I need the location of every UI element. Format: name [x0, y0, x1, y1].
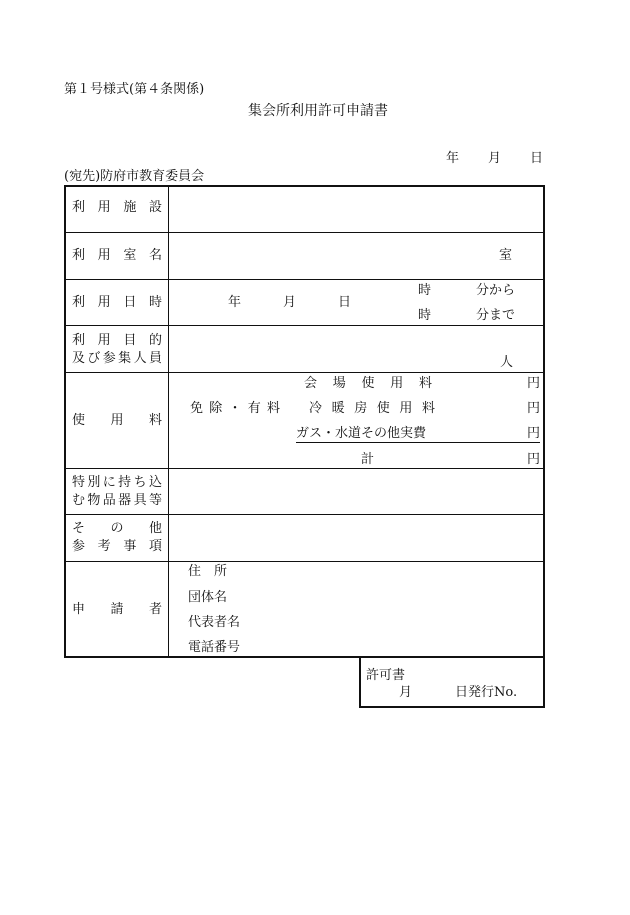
utility-fee-label: ガス・水道その他実費 — [296, 426, 427, 441]
end-hour-label: 時 — [418, 308, 432, 323]
permit-month-label: 月 — [399, 685, 413, 700]
purpose-label-line1 — [72, 334, 162, 347]
permit-box-left — [359, 656, 361, 708]
facility-label-text-char: 設 — [148, 200, 162, 215]
equipment-label-line2-text-char: 具 — [133, 493, 147, 508]
datetime-label — [72, 296, 162, 309]
fee-total-label: 計 — [361, 452, 375, 467]
use-month-label: 月 — [283, 295, 297, 310]
date-month-label: 月 — [488, 151, 502, 166]
fee-exemption-text-char: 免 — [190, 401, 204, 416]
applicant-label — [72, 603, 162, 616]
permit-label: 許可書 — [366, 668, 406, 683]
other-label-line1 — [72, 522, 162, 535]
venue-fee-text-char: 料 — [418, 376, 432, 391]
room-label-text-char: 用 — [97, 248, 111, 263]
row-divider — [64, 232, 545, 233]
room-label-text-char: 名 — [148, 248, 162, 263]
attendees-suffix: 人 — [500, 355, 514, 370]
equipment-label-line1-text-char: に — [102, 475, 116, 490]
page-title: 集会所利用許可申請書 — [248, 103, 388, 119]
row-divider — [64, 279, 545, 280]
other-input[interactable] — [170, 516, 543, 560]
equipment-label-line1-text-char: 特 — [72, 475, 86, 490]
aircon-fee-label — [309, 402, 435, 415]
purpose-label-line2 — [72, 352, 162, 365]
applicant-label-text-char: 者 — [148, 602, 162, 617]
use-day-label: 日 — [338, 295, 352, 310]
facility-input[interactable] — [170, 187, 543, 231]
applicant-group-label: 団体名 — [188, 590, 228, 605]
fee-label-text-char: 用 — [110, 413, 124, 428]
label-column-divider — [168, 185, 169, 658]
aircon-fee-text-char: 料 — [421, 401, 435, 416]
purpose-label-line2-text-char: 人 — [133, 351, 147, 366]
facility-label-text-char: 利 — [72, 200, 86, 215]
row-divider — [64, 468, 545, 469]
purpose-label-line1-text-char: 目 — [123, 333, 137, 348]
equipment-label-line2-text-char: 等 — [148, 493, 162, 508]
purpose-label-line2-text-char: び — [87, 351, 101, 366]
room-label — [72, 249, 162, 262]
fee-exemption-option[interactable] — [190, 402, 280, 415]
purpose-label-line2-text-char: 参 — [102, 351, 116, 366]
other-label-line2 — [72, 540, 162, 553]
row-divider — [64, 514, 545, 515]
utility-fee-unit: 円 — [527, 426, 541, 441]
other-label-line2-text-char: 事 — [123, 539, 137, 554]
fee-exemption-text-char: 有 — [247, 401, 261, 416]
date-year-label: 年 — [446, 151, 460, 166]
start-minute-suffix: 分から — [476, 283, 516, 298]
aircon-fee-text-char: 使 — [376, 401, 390, 416]
aircon-fee-unit: 円 — [527, 401, 541, 416]
other-label-line1-text-char: そ — [72, 521, 86, 536]
datetime-label-text-char: 日 — [123, 295, 137, 310]
fee-exemption-text-char: 料 — [266, 401, 280, 416]
room-input[interactable] — [170, 234, 490, 278]
addressee: (宛先)防府市教育委員会 — [64, 169, 205, 184]
applicant-address-input[interactable] — [250, 562, 540, 586]
room-label-text-char: 利 — [72, 248, 86, 263]
permit-issue-number: 日発行No. — [455, 685, 518, 700]
equipment-label-line2-text-char: 物 — [87, 493, 101, 508]
aircon-fee-text-char: 暖 — [331, 401, 345, 416]
applicant-phone-label: 電話番号 — [188, 640, 241, 655]
equipment-label-line2-text-char: む — [72, 493, 86, 508]
fee-label-text-char: 使 — [72, 413, 86, 428]
datetime-label-text-char: 利 — [72, 295, 86, 310]
purpose-label-line2-text-char: 員 — [148, 351, 162, 366]
facility-label-text-char: 用 — [97, 200, 111, 215]
date-day-label: 日 — [530, 151, 544, 166]
start-hour-label: 時 — [418, 283, 432, 298]
equipment-label-line1 — [72, 476, 162, 489]
other-label-line1-text-char: 他 — [148, 521, 162, 536]
applicant-representative-label: 代表者名 — [188, 615, 241, 630]
room-label-text-char: 室 — [123, 248, 137, 263]
venue-fee-text-char: 使 — [361, 376, 375, 391]
fee-exemption-text-char: 除 — [209, 401, 223, 416]
fee-exemption-text-char: ・ — [228, 401, 242, 416]
purpose-input[interactable] — [170, 327, 490, 371]
other-label-line1-text-char: の — [110, 521, 124, 536]
applicant-label-text-char: 請 — [110, 602, 124, 617]
row-divider — [64, 372, 545, 373]
venue-fee-label — [304, 377, 432, 390]
venue-fee-text-char: 会 — [304, 376, 318, 391]
fee-label-text-char: 料 — [148, 413, 162, 428]
row-divider — [64, 325, 545, 326]
other-label-line2-text-char: 項 — [148, 539, 162, 554]
form-number: 第１号様式(第４条関係) — [64, 82, 205, 97]
venue-fee-text-char: 用 — [390, 376, 404, 391]
fee-total-unit: 円 — [527, 452, 541, 467]
aircon-fee-text-char: 用 — [399, 401, 413, 416]
applicant-representative-input[interactable] — [250, 612, 540, 636]
fee-label — [72, 414, 162, 427]
equipment-label-line1-text-char: 別 — [87, 475, 101, 490]
equipment-label-line1-text-char: 持 — [118, 475, 132, 490]
facility-label-text-char: 施 — [123, 200, 137, 215]
purpose-label-line1-text-char: 用 — [97, 333, 111, 348]
equipment-label-line1-text-char: 込 — [148, 475, 162, 490]
aircon-fee-text-char: 房 — [354, 401, 368, 416]
applicant-group-input[interactable] — [250, 587, 540, 611]
purpose-label-line1-text-char: 的 — [148, 333, 162, 348]
applicant-phone-input[interactable] — [250, 637, 540, 657]
datetime-label-text-char: 用 — [97, 295, 111, 310]
equipment-label-line2-text-char: 品 — [102, 493, 116, 508]
fee-subtotal-line — [296, 442, 540, 443]
purpose-label-line2-text-char: 集 — [118, 351, 132, 366]
use-year-label: 年 — [228, 295, 242, 310]
equipment-label-line2-text-char: 器 — [118, 493, 132, 508]
purpose-label-line2-text-char: 及 — [72, 351, 86, 366]
room-suffix: 室 — [499, 248, 513, 263]
other-label-line2-text-char: 考 — [97, 539, 111, 554]
facility-label — [72, 201, 162, 214]
applicant-address-label: 住 所 — [188, 564, 228, 579]
venue-fee-unit: 円 — [527, 376, 541, 391]
purpose-label-line1-text-char: 利 — [72, 333, 86, 348]
applicant-label-text-char: 申 — [72, 602, 86, 617]
equipment-label-line2 — [72, 494, 162, 507]
aircon-fee-text-char: 冷 — [309, 401, 323, 416]
datetime-label-text-char: 時 — [148, 295, 162, 310]
equipment-label-line1-text-char: ち — [133, 475, 147, 490]
other-label-line2-text-char: 参 — [72, 539, 86, 554]
equipment-input[interactable] — [170, 470, 543, 513]
end-minute-suffix: 分まで — [476, 308, 516, 323]
venue-fee-text-char: 場 — [332, 376, 346, 391]
